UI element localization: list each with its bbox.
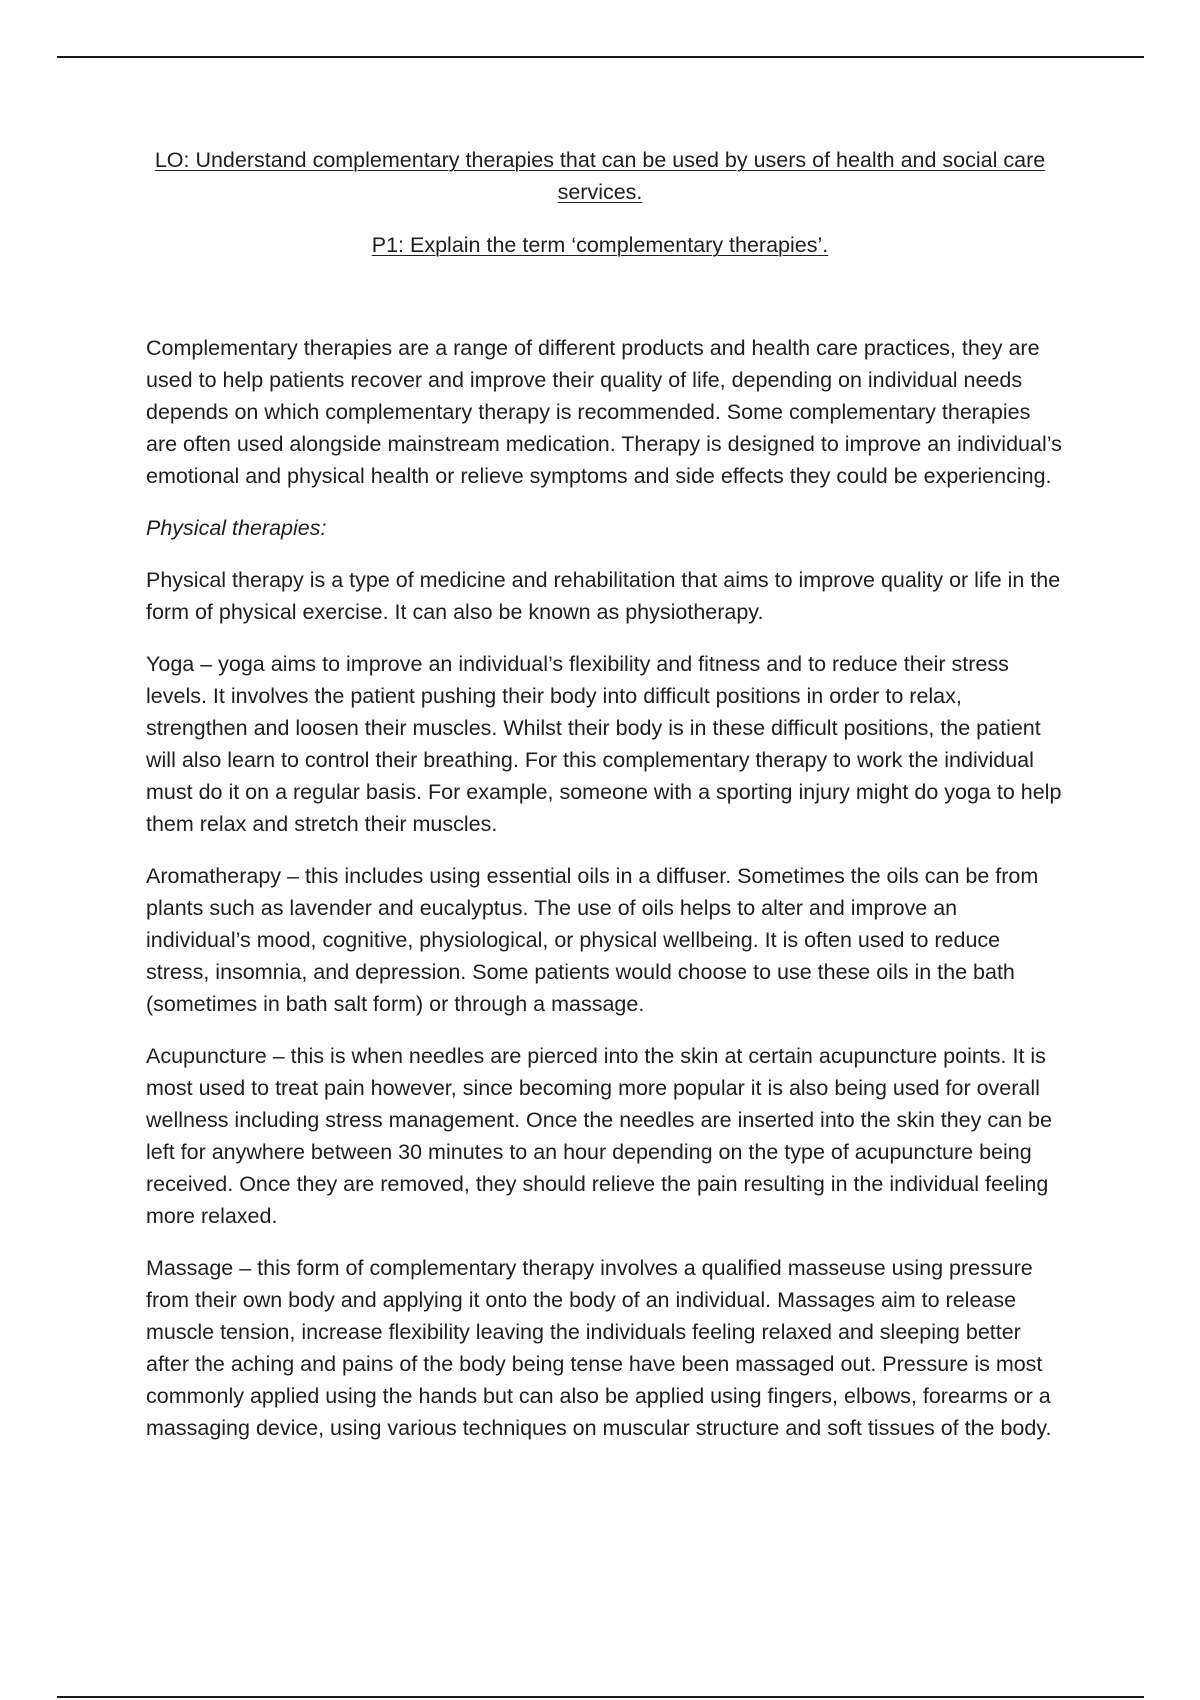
bottom-divider [57,1696,1144,1698]
yoga-paragraph: Yoga – yoga aims to improve an individual’s flexibility and fitness and to reduce their stress levels. It involves the patient pushing their body into difficult positions in order to relax, strengthen and loosen their muscles. Whilst their body is in these difficult positions, the patient will also learn to control their breathing. For this complementary therapy to work the individual must do it on a regular basis. For example, someone with a sporting injury might do yoga to help them relax and stretch their muscles. [146,652,1062,836]
top-divider [57,56,1144,58]
intro-paragraph: Complementary therapies are a range of different products and health care practices, they are used to help patients recover and improve their quality of life, depending on individual needs depends on which complementary therapy is recommended. Some complementary therapies are often used alongside mainstream medication. Therapy is designed to improve an individual’s emotional and physical health or relieve symptoms and side effects they could be experiencing. [146,336,1062,488]
p1-task-heading: P1: Explain the term ‘complementary therapies’. [371,233,829,257]
massage-paragraph: Massage – this form of complementary therapy involves a qualified masseuse using pressure from their own body and applying it onto the body of an individual. Massages aim to release muscle tension, increase flexibility leaving the individuals feeling relaxed and sleeping better after the aching and pains of the body being tense have been massaged out. Pressure is most commonly applied using the hands but can also be applied using fingers, elbows, forearms or a massaging device, using various techniques on muscular structure and soft tissues of the body. [146,1256,1052,1440]
learning-objective-heading: LO: Understand complementary therapies that can be used by users of health and social care services. [154,148,1046,204]
aromatherapy-paragraph: Aromatherapy – this includes using essential oils in a diffuser. Sometimes the oils can be from plants such as lavender and eucalyptus. The use of oils helps to alter and improve an individual’s mood, cognitive, physiological, or physical wellbeing. It is often used to reduce stress, insomnia, and depression. Some patients would choose to use these oils in the bath (sometimes in bath salt form) or through a massage. [146,864,1039,1016]
document-body [146,332,1066,1464]
acupuncture-paragraph: Acupuncture – this is when needles are pierced into the skin at certain acupuncture points. It is most used to treat pain however, since becoming more popular it is also being used for overall wellness including stress management. Once the needles are inserted into the skin they can be left for anywhere between 30 minutes to an hour depending on the type of acupuncture being received. Once they are removed, they should relieve the pain resulting in the individual feeling more relaxed. [146,1044,1052,1228]
physical-therapy-paragraph: Physical therapy is a type of medicine and rehabilitation that aims to improve quality or life in the form of physical exercise. It can also be known as physiotherapy. [146,568,1061,624]
physical-therapies-subheading: Physical therapies: [146,516,327,540]
